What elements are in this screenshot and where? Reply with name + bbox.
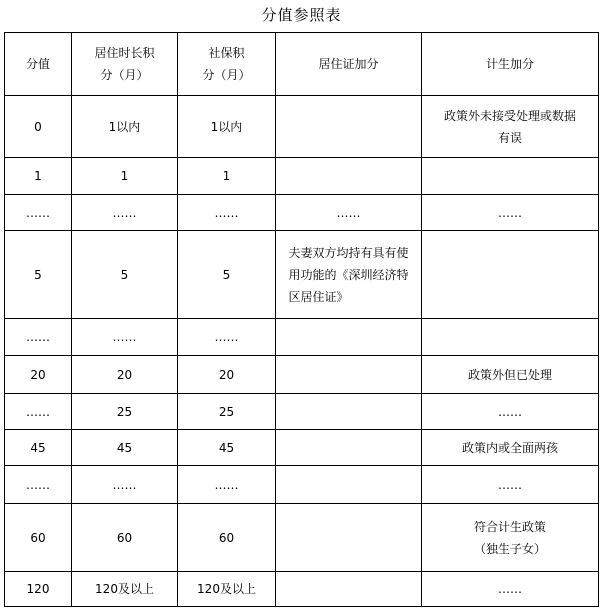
cell-text [462,437,558,459]
cell-residence-permit-bonus [276,356,422,394]
cell-text [94,42,154,86]
cell-residence-permit-bonus [276,319,422,356]
cell-line: 20 [116,367,133,382]
cell-line: 居住时长积 [94,46,155,60]
cell-line: …… [214,205,239,220]
cell-line: …… [26,477,50,492]
cell-line: 1以内 [210,119,243,134]
cell-residence-months [72,504,178,572]
cell-social-security-months [178,195,276,231]
table-row [5,158,599,195]
cell-text [26,53,50,75]
cell-line: …… [112,330,137,344]
cell-line: 政策外未接受处理或数据 [443,108,576,123]
cell-line: 区居住证》 [288,289,349,304]
cell-text [34,165,42,187]
score-reference-table [4,32,599,607]
table-row [5,466,599,504]
cell-residence-months [72,231,178,319]
cell-text [34,116,42,138]
cell-score [5,158,72,195]
table-row [5,231,599,319]
cell-score [5,394,72,430]
cell-text [468,364,552,386]
cell-text [219,437,234,459]
table-row [5,504,599,572]
table-row [5,96,599,158]
cell-score [5,195,72,231]
cell-residence-permit-bonus [276,231,422,319]
cell-family-planning-bonus [422,195,599,231]
cell-residence-permit-bonus [276,195,422,231]
cell-social-security-months [178,96,276,158]
cell-line: 25 [218,404,235,419]
cell-line: 45 [30,440,46,455]
cell-social-security-months [178,356,276,394]
table-row [5,394,599,430]
cell-line: 1 [120,169,129,183]
cell-social-security-months [178,231,276,319]
cell-text [215,326,239,348]
cell-line: 5 [120,267,129,282]
cell-family-planning-bonus [422,356,599,394]
cell-text [117,437,132,459]
table-header [5,33,599,96]
cell-social-security-months [178,504,276,572]
cell-residence-months [72,195,178,231]
header-score [5,33,72,96]
cell-score [5,356,72,394]
cell-residence-permit-bonus [276,96,422,158]
cell-text [30,527,45,549]
cell-social-security-months [178,319,276,356]
cell-line: 20 [30,367,46,382]
cell-residence-months [72,394,178,430]
cell-line: 5 [222,267,231,282]
cell-text [197,578,256,600]
cell-line: …… [112,477,137,492]
cell-score [5,430,72,466]
table-row [5,356,599,394]
cell-score [5,96,72,158]
cell-social-security-months [178,394,276,430]
cell-residence-months [72,96,178,158]
cell-text [26,474,50,496]
cell-line: 120及以上 [95,582,154,596]
cell-text [211,116,243,138]
cell-text [26,401,50,423]
cell-text [117,527,132,549]
cell-line: 社保积 [208,46,245,60]
cell-social-security-months [178,158,276,195]
cell-line: 120 [26,582,50,596]
cell-family-planning-bonus [422,319,599,356]
header-social-security-months [178,33,276,96]
cell-line: 120及以上 [197,582,256,596]
cell-line: …… [26,330,50,344]
cell-line: 60 [218,530,235,545]
cell-residence-permit-bonus [276,572,422,607]
cell-text [337,202,361,224]
cell-residence-permit-bonus [276,504,422,572]
cell-text [30,364,45,386]
cell-family-planning-bonus [422,504,599,572]
cell-line: 分值 [25,57,50,71]
cell-text [109,116,141,138]
cell-line: 1 [34,169,42,183]
cell-residence-months [72,466,178,504]
cell-line: 60 [30,530,46,545]
cell-family-planning-bonus [422,430,599,466]
cell-text [498,474,522,496]
cell-text [215,202,239,224]
cell-text [474,516,546,560]
cell-family-planning-bonus [422,231,599,319]
cell-line: 60 [116,530,133,545]
cell-residence-permit-bonus [276,394,422,430]
cell-text [113,202,137,224]
cell-line: 用功能的《深圳经济特 [288,267,409,282]
cell-line: 政策外但已处理 [467,367,552,382]
cell-score [5,319,72,356]
cell-family-planning-bonus [422,466,599,504]
cell-text [27,578,50,600]
cell-text [486,53,534,75]
cell-line: 0 [34,119,42,134]
cell-line: …… [498,582,522,596]
cell-residence-permit-bonus [276,430,422,466]
cell-family-planning-bonus [422,572,599,607]
cell-score [5,231,72,319]
cell-line: 夫妻双方均持有具有使 [288,245,409,260]
header-row [5,33,599,96]
table-row [5,195,599,231]
cell-line: …… [498,205,522,220]
cell-residence-months [72,430,178,466]
cell-social-security-months [178,572,276,607]
cell-line: 居住证加分 [318,57,379,71]
header-residence-months [72,33,178,96]
cell-line: 政策内或全面两孩 [461,440,558,455]
cell-text [498,578,522,600]
header-residence-permit-bonus [276,33,422,96]
cell-text [444,105,576,149]
table-row [5,430,599,466]
cell-text [34,264,42,286]
cell-text [113,474,137,496]
table-title: 分值参照表 [261,6,342,24]
cell-family-planning-bonus [422,158,599,195]
cell-line: …… [498,477,522,492]
cell-text [498,401,522,423]
cell-social-security-months [178,430,276,466]
cell-text [117,401,132,423]
cell-line: 20 [218,367,235,382]
cell-text [30,437,45,459]
cell-line: 25 [116,404,133,419]
cell-text [288,242,408,308]
cell-text [318,53,378,75]
cell-text [26,202,50,224]
cell-text [117,364,132,386]
cell-family-planning-bonus [422,394,599,430]
cell-line: …… [112,205,137,220]
cell-line: 1以内 [108,119,141,134]
cell-text [95,578,154,600]
cell-score [5,466,72,504]
cell-line: …… [498,404,522,419]
cell-text [219,527,234,549]
cell-score [5,504,72,572]
cell-line: …… [214,330,239,344]
cell-line: 分（月） [202,68,251,82]
cell-text [26,326,50,348]
cell-line: （独生子女） [473,541,546,556]
cell-residence-months [72,319,178,356]
cell-residence-permit-bonus [276,466,422,504]
cell-family-planning-bonus [422,96,599,158]
cell-text [113,326,137,348]
cell-score [5,572,72,607]
cell-line: 计生加分 [485,57,534,71]
table-row [5,319,599,356]
header-family-planning-bonus [422,33,599,96]
cell-line: 符合计生政策 [473,519,546,534]
cell-text [219,364,234,386]
cell-line: 分（月） [100,68,149,82]
cell-residence-months [72,158,178,195]
cell-line: …… [336,205,361,220]
cell-text [215,474,239,496]
cell-line: …… [214,477,239,492]
table-row [5,572,599,607]
cell-line: 45 [218,440,235,455]
cell-line: 45 [116,440,133,455]
cell-text [121,264,129,286]
cell-line: 1 [222,169,231,183]
cell-residence-permit-bonus [276,158,422,195]
cell-text [223,264,231,286]
cell-line: 有误 [497,130,522,145]
cell-text [498,202,522,224]
cell-text [202,42,250,86]
cell-text [219,401,234,423]
cell-line: …… [26,404,50,419]
cell-text [121,165,129,187]
cell-text [223,165,231,187]
cell-residence-months [72,356,178,394]
cell-social-security-months [178,466,276,504]
cell-line: …… [26,205,50,220]
cell-line: 5 [34,267,42,282]
table-body [5,96,599,607]
cell-residence-months [72,572,178,607]
